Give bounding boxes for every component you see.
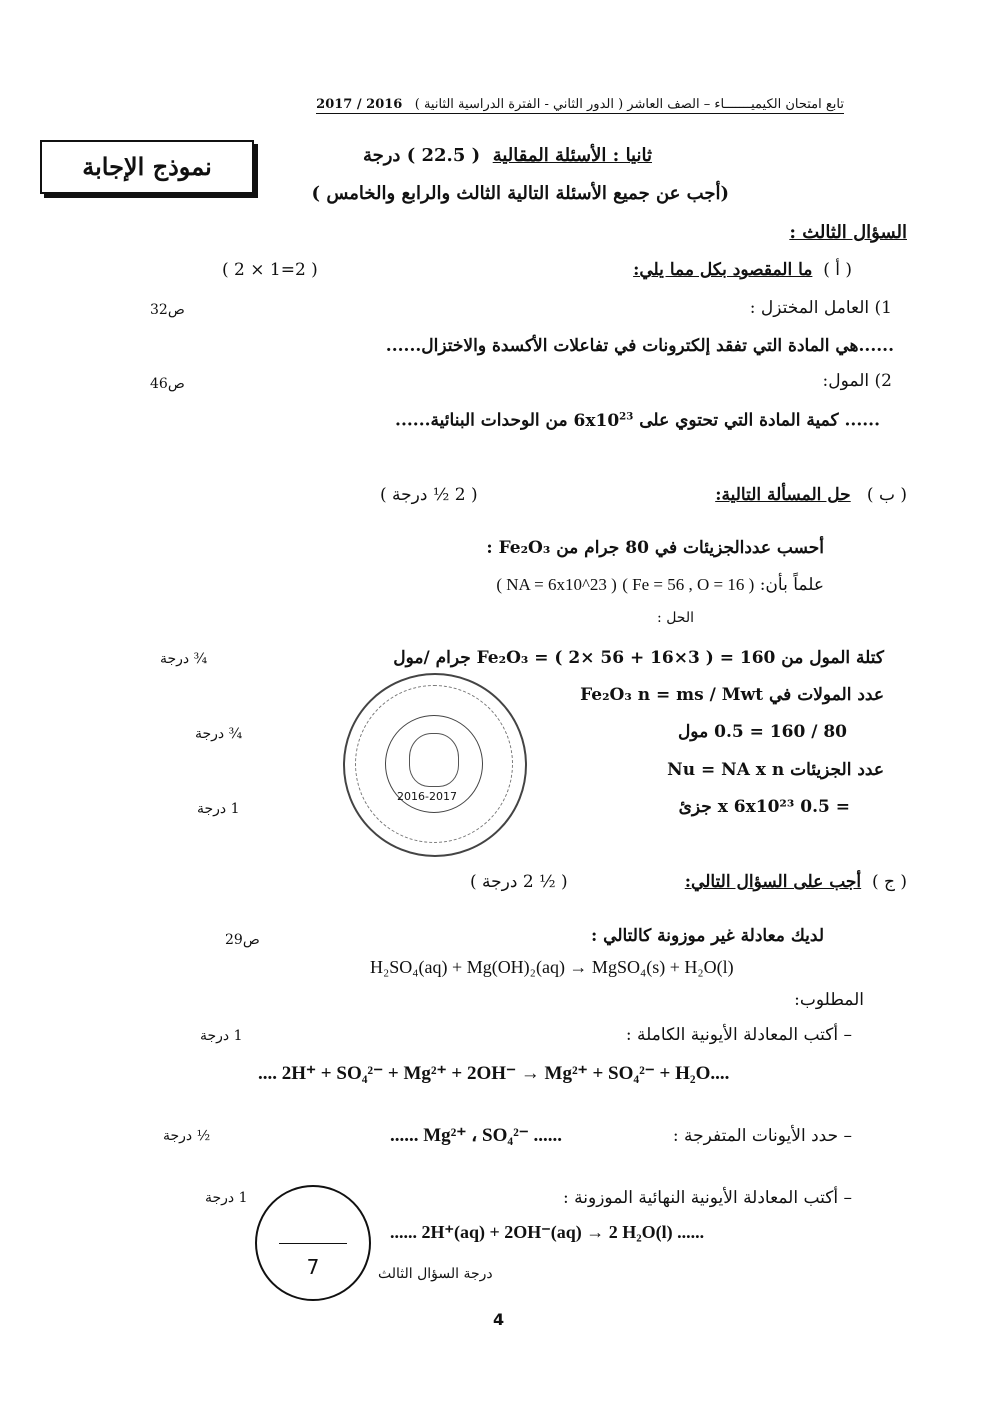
page-number: 4 xyxy=(493,1310,505,1329)
exam-title: تابع امتحان الكيميـــــــاء – الصف العاشر ( الدور الثاني - الفترة الدراسية الثانية ) xyxy=(414,97,844,112)
q3b-header xyxy=(715,485,907,505)
q3c-task1-score: 1 درجة xyxy=(200,1028,243,1044)
part2-instruction: (أجب عن جميع الأسئلة التالية الثالث والرابع والخامس ) xyxy=(311,183,729,204)
q3c-task3-score: 1 درجة xyxy=(205,1190,248,1206)
q3c-task2-answer: ...... Mg²⁺ ، SO₄²⁻ ...... xyxy=(390,1125,563,1146)
exam-year: 2017 / 2016 xyxy=(316,97,403,112)
part2-title: ثانيا : الأسئلة المقالية xyxy=(492,145,652,166)
q3a-score: ( 2 × 1=2 ) xyxy=(222,260,318,280)
q3b-line3: 80 / 160 = 0.5 مول xyxy=(677,722,847,742)
q3b-line5-score: 1 درجة xyxy=(197,801,240,817)
grade-divider xyxy=(279,1243,347,1244)
q3a-item2-value: $6x10^{23}$ xyxy=(573,410,634,431)
q3b-line4: عدد الجزيئات Nu = NA x n xyxy=(667,760,884,780)
q3c-task2: – حدد الأيونات المتفرجة : xyxy=(672,1126,852,1146)
q3c-intro: لديك معادلة غير موزونة كالتالي : xyxy=(590,926,824,946)
answer-model-box xyxy=(40,140,254,194)
q3c-ref: ص29 xyxy=(225,932,260,948)
q3c-task1-answer: .... 2H⁺ + SO₄²⁻ + Mg²⁺ + 2OH⁻ → Mg²⁺ + SO₄²⁻ + H₂O.... xyxy=(258,1063,730,1084)
q3a-item1-ref: ص32 xyxy=(150,302,185,318)
crest-icon xyxy=(409,733,459,787)
official-stamp xyxy=(343,673,527,857)
q3a-item2-answer xyxy=(395,410,880,431)
q3a-item2-ref: ص46 xyxy=(150,376,185,392)
q3b-line1: كتلة المول من Fe₂O₃ = ( 2× 56 + 16×3 ) = 160 جرام /مول xyxy=(393,648,884,668)
q3c-header xyxy=(685,872,907,892)
exam-header xyxy=(316,97,844,114)
q3b-solution-label: الحل : xyxy=(657,610,694,626)
q3a-item2-label: 2) المول: xyxy=(822,371,892,391)
q3b-given-masses: ( Fe = 56 , O = 16 ) xyxy=(622,575,755,594)
q3b-given-label: علماً بأن: xyxy=(759,575,824,595)
grade-total: 7 xyxy=(306,1255,320,1279)
q3a-item1-label: 1) العامل المختزل : xyxy=(749,298,892,318)
q3a-item2-pre: ...... كمية المادة التي تحتوي على xyxy=(639,410,880,431)
q3c-task3: – أكتب المعادلة الأيونية النهائية الموزونة : xyxy=(563,1188,852,1208)
part2-score: ( 22.5 ) درجة xyxy=(362,145,481,166)
q3b-given-na: ( NA = 6x10^23 ) xyxy=(496,575,617,594)
q3b-score: ( 2 ½ درجة ) xyxy=(380,485,478,505)
part2-title-line xyxy=(363,145,652,166)
q3c-equation: H₂SO₄(aq) + Mg(OH)₂(aq) → MgSO₄(s) + H₂O(l) xyxy=(370,957,734,977)
q3c-score: ( ½ 2 درجة ) xyxy=(470,872,568,892)
q3c-task1: – أكتب المعادلة الأيونية الكاملة : xyxy=(625,1025,852,1045)
q3a-label: ( أ ) xyxy=(823,260,852,280)
q3b-problem: أحسب عددالجزيئات في 80 جرام من Fe₂O₃ : xyxy=(486,538,824,558)
q3c-prompt: أجب على السؤال التالي: xyxy=(684,872,862,892)
q3a-item1-answer: ......هي المادة التي تفقد إلكترونات في تفاعلات الأكسدة والاختزال...... xyxy=(385,336,894,356)
q3a-item2-post: من الوحدات البنائية...... xyxy=(395,410,568,431)
grade-circle xyxy=(255,1185,371,1301)
q3b-given xyxy=(496,575,824,595)
q3b-line3-score: ¾ درجة xyxy=(195,726,243,742)
q3b-prompt: حل المسألة التالية: xyxy=(715,485,851,505)
answer-model-label: نموذج الإجابة xyxy=(82,152,212,181)
q3b-line5: = 0.5 x 6x10²³ جزئ xyxy=(678,797,850,817)
q3c-task3-answer: ...... 2H⁺(aq) + 2OH⁻(aq) → 2 H₂O(l) ...... xyxy=(390,1222,705,1242)
grade-label: درجة السؤال الثالث xyxy=(378,1266,493,1282)
q3a-prompt: ما المقصود بكل مما يلي: xyxy=(633,260,813,280)
q3c-required: المطلوب: xyxy=(794,990,864,1010)
q3b-line2: عدد المولات في Fe₂O₃ n = ms / Mwt xyxy=(580,685,884,705)
q3c-task2-score: ½ درجة xyxy=(163,1128,211,1144)
q3a-header xyxy=(633,260,852,280)
q3b-label: ( ب ) xyxy=(866,485,907,505)
q3b-line1-score: ¾ درجة xyxy=(160,651,208,667)
stamp-years: 2016-2017 xyxy=(397,790,457,803)
q3-title: السؤال الثالث : xyxy=(789,222,907,243)
q3c-label: ( ج ) xyxy=(871,872,907,892)
